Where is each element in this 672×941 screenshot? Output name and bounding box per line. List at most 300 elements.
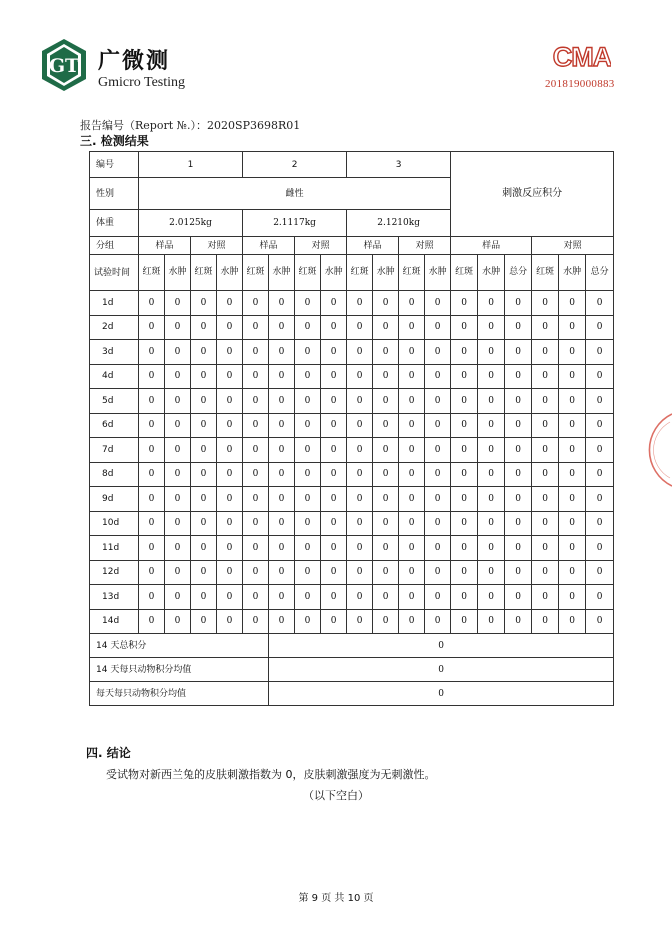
summary-value: 0	[269, 682, 614, 706]
score-cell: 0	[243, 609, 269, 634]
conclusion-text: 受试物对新西兰兔的皮肤刺激指数为 0，皮肤刺激强度为无刺激性。	[106, 768, 436, 781]
table-row	[90, 609, 614, 634]
score-cell: 0	[139, 487, 165, 512]
day-label: 14d	[90, 609, 139, 634]
score-cell: 0	[586, 413, 614, 438]
sub-red: 红斑	[243, 255, 269, 291]
score-cell: 0	[191, 315, 217, 340]
score-cell: 0	[373, 438, 399, 463]
group-sample: 样品	[243, 237, 295, 255]
score-cell: 0	[532, 536, 559, 561]
score-cell: 0	[586, 438, 614, 463]
seal-stamp-icon	[640, 410, 672, 490]
score-cell: 0	[243, 315, 269, 340]
score-cell: 0	[165, 315, 191, 340]
score-cell: 0	[451, 487, 478, 512]
score-cell: 0	[586, 315, 614, 340]
table-row	[90, 560, 614, 585]
score-cell: 0	[321, 364, 347, 389]
score-cell: 0	[505, 438, 532, 463]
score-cell: 0	[559, 462, 586, 487]
score-cell: 0	[505, 487, 532, 512]
score-cell: 0	[586, 389, 614, 414]
score-cell: 0	[321, 462, 347, 487]
score-cell: 0	[347, 364, 373, 389]
table-row	[90, 438, 614, 463]
score-cell: 0	[532, 389, 559, 414]
score-cell: 0	[559, 389, 586, 414]
day-label: 9d	[90, 487, 139, 512]
score-cell: 0	[532, 511, 559, 536]
animal-id-1: 1	[139, 152, 243, 178]
score-cell: 0	[451, 462, 478, 487]
score-cell: 0	[295, 364, 321, 389]
group-sample: 样品	[451, 237, 532, 255]
score-cell: 0	[321, 487, 347, 512]
score-cell: 0	[586, 340, 614, 365]
score-cell: 0	[217, 560, 243, 585]
summary-row	[90, 682, 614, 706]
label-id: 编号	[90, 152, 139, 178]
day-label: 10d	[90, 511, 139, 536]
score-cell: 0	[139, 511, 165, 536]
blank-note: （以下空白）	[303, 789, 369, 802]
score-cell: 0	[559, 511, 586, 536]
score-cell: 0	[191, 340, 217, 365]
score-cell: 0	[217, 462, 243, 487]
score-cell: 0	[425, 291, 451, 316]
score-cell: 0	[559, 560, 586, 585]
score-cell: 0	[347, 487, 373, 512]
results-table	[89, 151, 614, 706]
score-cell: 0	[217, 609, 243, 634]
score-cell: 0	[243, 585, 269, 610]
score-cell: 0	[586, 560, 614, 585]
score-cell: 0	[532, 585, 559, 610]
score-cell: 0	[559, 291, 586, 316]
score-cell: 0	[425, 389, 451, 414]
gmicro-logo-icon	[40, 38, 88, 92]
sub-red: 红斑	[191, 255, 217, 291]
score-cell: 0	[347, 438, 373, 463]
score-cell: 0	[269, 585, 295, 610]
score-cell: 0	[321, 389, 347, 414]
score-cell: 0	[191, 560, 217, 585]
score-cell: 0	[373, 536, 399, 561]
score-cell: 0	[399, 315, 425, 340]
weight-2: 2.1117kg	[243, 210, 347, 237]
score-cell: 0	[139, 560, 165, 585]
animal-id-3: 3	[347, 152, 451, 178]
section-4-title: 四. 结论	[86, 746, 131, 760]
score-cell: 0	[295, 462, 321, 487]
score-cell: 0	[425, 536, 451, 561]
score-cell: 0	[373, 487, 399, 512]
sub-red: 红斑	[347, 255, 373, 291]
score-cell: 0	[505, 511, 532, 536]
score-cell: 0	[478, 536, 505, 561]
score-cell: 0	[478, 585, 505, 610]
score-cell: 0	[191, 536, 217, 561]
score-cell: 0	[165, 364, 191, 389]
score-cell: 0	[269, 340, 295, 365]
score-cell: 0	[165, 389, 191, 414]
score-cell: 0	[559, 609, 586, 634]
score-cell: 0	[451, 389, 478, 414]
score-cell: 0	[191, 511, 217, 536]
score-cell: 0	[478, 609, 505, 634]
score-cell: 0	[451, 438, 478, 463]
score-cell: 0	[478, 511, 505, 536]
score-cell: 0	[532, 560, 559, 585]
score-cell: 0	[243, 364, 269, 389]
score-cell: 0	[425, 462, 451, 487]
score-cell: 0	[478, 462, 505, 487]
score-cell: 0	[586, 487, 614, 512]
score-cell: 0	[505, 291, 532, 316]
score-cell: 0	[505, 340, 532, 365]
score-cell: 0	[505, 585, 532, 610]
score-cell: 0	[478, 340, 505, 365]
score-cell: 0	[347, 511, 373, 536]
summary-row	[90, 658, 614, 682]
score-cell: 0	[532, 340, 559, 365]
score-cell: 0	[399, 340, 425, 365]
score-cell: 0	[217, 315, 243, 340]
group-control: 对照	[399, 237, 451, 255]
score-cell: 0	[243, 487, 269, 512]
score-cell: 0	[243, 536, 269, 561]
score-cell: 0	[347, 413, 373, 438]
score-cell: 0	[269, 462, 295, 487]
sub-edema: 水肿	[425, 255, 451, 291]
score-cell: 0	[373, 560, 399, 585]
table-row	[90, 389, 614, 414]
score-cell: 0	[451, 511, 478, 536]
day-label: 5d	[90, 389, 139, 414]
score-cell: 0	[139, 291, 165, 316]
score-cell: 0	[559, 315, 586, 340]
day-label: 13d	[90, 585, 139, 610]
score-cell: 0	[191, 438, 217, 463]
score-cell: 0	[165, 413, 191, 438]
score-cell: 0	[451, 585, 478, 610]
score-cell: 0	[269, 413, 295, 438]
score-cell: 0	[217, 585, 243, 610]
score-cell: 0	[478, 291, 505, 316]
score-cell: 0	[139, 413, 165, 438]
page-footer: 第 9 页 共 10 页	[298, 893, 374, 904]
score-cell: 0	[586, 462, 614, 487]
score-cell: 0	[559, 438, 586, 463]
score-cell: 0	[321, 560, 347, 585]
day-label: 6d	[90, 413, 139, 438]
score-cell: 0	[139, 585, 165, 610]
day-label: 7d	[90, 438, 139, 463]
sub-edema: 水肿	[321, 255, 347, 291]
cma-letters: CMA	[553, 42, 611, 71]
score-cell: 0	[478, 389, 505, 414]
score-cell: 0	[295, 609, 321, 634]
score-cell: 0	[217, 438, 243, 463]
score-cell: 0	[269, 364, 295, 389]
score-cell: 0	[425, 340, 451, 365]
score-cell: 0	[451, 291, 478, 316]
score-cell: 0	[295, 413, 321, 438]
sub-red: 红斑	[295, 255, 321, 291]
score-cell: 0	[425, 609, 451, 634]
score-cell: 0	[347, 340, 373, 365]
score-cell: 0	[191, 291, 217, 316]
score-cell: 0	[165, 438, 191, 463]
score-cell: 0	[347, 389, 373, 414]
score-cell: 0	[165, 585, 191, 610]
score-cell: 0	[139, 609, 165, 634]
score-cell: 0	[532, 364, 559, 389]
score-cell: 0	[559, 364, 586, 389]
score-cell: 0	[321, 291, 347, 316]
summary-value: 0	[269, 658, 614, 682]
score-cell: 0	[321, 585, 347, 610]
score-cell: 0	[347, 560, 373, 585]
score-cell: 0	[586, 511, 614, 536]
score-cell: 0	[373, 364, 399, 389]
label-weight: 体重	[90, 210, 139, 237]
score-cell: 0	[269, 609, 295, 634]
score-cell: 0	[532, 438, 559, 463]
score-cell: 0	[139, 462, 165, 487]
score-cell: 0	[505, 560, 532, 585]
table-row	[90, 413, 614, 438]
score-cell: 0	[478, 364, 505, 389]
score-cell: 0	[399, 585, 425, 610]
score-cell: 0	[532, 462, 559, 487]
score-cell: 0	[321, 315, 347, 340]
score-cell: 0	[505, 413, 532, 438]
score-cell: 0	[191, 389, 217, 414]
score-cell: 0	[373, 315, 399, 340]
score-cell: 0	[165, 609, 191, 634]
score-cell: 0	[425, 511, 451, 536]
score-cell: 0	[243, 389, 269, 414]
score-cell: 0	[373, 389, 399, 414]
sub-total: 总分	[586, 255, 614, 291]
score-cell: 0	[373, 340, 399, 365]
summary-label: 每天每只动物积分均值	[90, 682, 269, 706]
score-cell: 0	[478, 487, 505, 512]
score-cell: 0	[505, 536, 532, 561]
score-cell: 0	[399, 438, 425, 463]
day-label: 4d	[90, 364, 139, 389]
score-cell: 0	[191, 413, 217, 438]
table-row	[90, 364, 614, 389]
weight-1: 2.0125kg	[139, 210, 243, 237]
score-cell: 0	[532, 315, 559, 340]
score-cell: 0	[191, 364, 217, 389]
score-cell: 0	[559, 413, 586, 438]
score-cell: 0	[269, 389, 295, 414]
score-cell: 0	[243, 511, 269, 536]
score-cell: 0	[425, 487, 451, 512]
score-cell: 0	[295, 585, 321, 610]
day-label: 8d	[90, 462, 139, 487]
score-cell: 0	[451, 340, 478, 365]
score-cell: 0	[217, 536, 243, 561]
score-cell: 0	[425, 364, 451, 389]
score-cell: 0	[478, 438, 505, 463]
score-cell: 0	[399, 291, 425, 316]
score-cell: 0	[269, 315, 295, 340]
score-cell: 0	[586, 364, 614, 389]
score-cell: 0	[347, 609, 373, 634]
summary-row	[90, 634, 614, 658]
cma-number: 201819000883	[545, 78, 615, 90]
score-cell: 0	[191, 609, 217, 634]
score-cell: 0	[451, 364, 478, 389]
score-cell: 0	[217, 291, 243, 316]
score-cell: 0	[347, 291, 373, 316]
score-cell: 0	[321, 438, 347, 463]
score-cell: 0	[559, 340, 586, 365]
table-row	[90, 511, 614, 536]
score-cell: 0	[321, 511, 347, 536]
score-cell: 0	[165, 511, 191, 536]
score-cell: 0	[165, 291, 191, 316]
table-row	[90, 462, 614, 487]
score-cell: 0	[243, 462, 269, 487]
sub-red: 红斑	[399, 255, 425, 291]
score-cell: 0	[295, 315, 321, 340]
score-cell: 0	[347, 536, 373, 561]
score-cell: 0	[217, 340, 243, 365]
score-cell: 0	[347, 585, 373, 610]
score-cell: 0	[165, 487, 191, 512]
score-cell: 0	[347, 462, 373, 487]
score-cell: 0	[295, 536, 321, 561]
score-cell: 0	[505, 389, 532, 414]
weight-3: 2.1210kg	[347, 210, 451, 237]
score-cell: 0	[425, 413, 451, 438]
brand-name-english: Gmicro Testing	[98, 75, 186, 90]
score-cell: 0	[505, 364, 532, 389]
score-cell: 0	[451, 560, 478, 585]
logo-letters: GT	[48, 55, 80, 77]
score-cell: 0	[295, 340, 321, 365]
label-time: 试验时间	[90, 255, 139, 291]
score-cell: 0	[269, 487, 295, 512]
score-cell: 0	[165, 462, 191, 487]
score-cell: 0	[425, 585, 451, 610]
day-label: 1d	[90, 291, 139, 316]
score-cell: 0	[321, 413, 347, 438]
score-cell: 0	[532, 487, 559, 512]
section-3-title: 三. 检测结果	[80, 134, 149, 148]
score-cell: 0	[269, 291, 295, 316]
score-cell: 0	[451, 413, 478, 438]
sub-red: 红斑	[532, 255, 559, 291]
score-cell: 0	[295, 438, 321, 463]
score-cell: 0	[532, 291, 559, 316]
score-cell: 0	[269, 438, 295, 463]
score-cell: 0	[559, 487, 586, 512]
table-row	[90, 340, 614, 365]
score-cell: 0	[505, 315, 532, 340]
sub-total: 总分	[505, 255, 532, 291]
score-cell: 0	[478, 413, 505, 438]
label-sex: 性别	[90, 178, 139, 210]
score-cell: 0	[586, 609, 614, 634]
table-row	[90, 536, 614, 561]
score-cell: 0	[425, 315, 451, 340]
score-cell: 0	[243, 413, 269, 438]
summary-label: 14 天每只动物积分均值	[90, 658, 269, 682]
score-cell: 0	[399, 536, 425, 561]
group-control: 对照	[295, 237, 347, 255]
score-cell: 0	[559, 536, 586, 561]
score-cell: 0	[295, 560, 321, 585]
score-cell: 0	[191, 487, 217, 512]
score-cell: 0	[451, 536, 478, 561]
score-cell: 0	[269, 511, 295, 536]
score-cell: 0	[217, 413, 243, 438]
score-cell: 0	[532, 609, 559, 634]
score-cell: 0	[295, 487, 321, 512]
cma-mark-icon	[553, 41, 611, 71]
table-row	[90, 487, 614, 512]
summary-label: 14 天总积分	[90, 634, 269, 658]
label-group: 分组	[90, 237, 139, 255]
score-cell: 0	[243, 291, 269, 316]
animal-id-2: 2	[243, 152, 347, 178]
score-cell: 0	[425, 438, 451, 463]
sub-edema: 水肿	[217, 255, 243, 291]
sub-edema: 水肿	[165, 255, 191, 291]
sub-edema: 水肿	[559, 255, 586, 291]
day-label: 11d	[90, 536, 139, 561]
score-cell: 0	[451, 315, 478, 340]
score-cell: 0	[295, 511, 321, 536]
score-cell: 0	[399, 487, 425, 512]
score-cell: 0	[373, 413, 399, 438]
score-cell: 0	[373, 462, 399, 487]
score-cell: 0	[217, 389, 243, 414]
score-cell: 0	[478, 560, 505, 585]
score-cell: 0	[586, 536, 614, 561]
score-cell: 0	[532, 413, 559, 438]
score-cell: 0	[165, 536, 191, 561]
score-cell: 0	[399, 511, 425, 536]
score-cell: 0	[217, 487, 243, 512]
sub-edema: 水肿	[478, 255, 505, 291]
table-row	[90, 291, 614, 316]
score-cell: 0	[139, 315, 165, 340]
table-row	[90, 315, 614, 340]
score-cell: 0	[321, 536, 347, 561]
report-number: 报告编号（Report №.）：2020SP3698R01	[80, 119, 301, 132]
score-cell: 0	[321, 340, 347, 365]
brand-name-chinese: 广微测	[98, 49, 171, 74]
score-cell: 0	[243, 438, 269, 463]
score-cell: 0	[559, 585, 586, 610]
score-cell: 0	[191, 585, 217, 610]
score-cell: 0	[505, 609, 532, 634]
score-cell: 0	[399, 462, 425, 487]
score-cell: 0	[139, 389, 165, 414]
score-cell: 0	[165, 560, 191, 585]
score-cell: 0	[243, 560, 269, 585]
score-cell: 0	[373, 609, 399, 634]
score-cell: 0	[586, 585, 614, 610]
